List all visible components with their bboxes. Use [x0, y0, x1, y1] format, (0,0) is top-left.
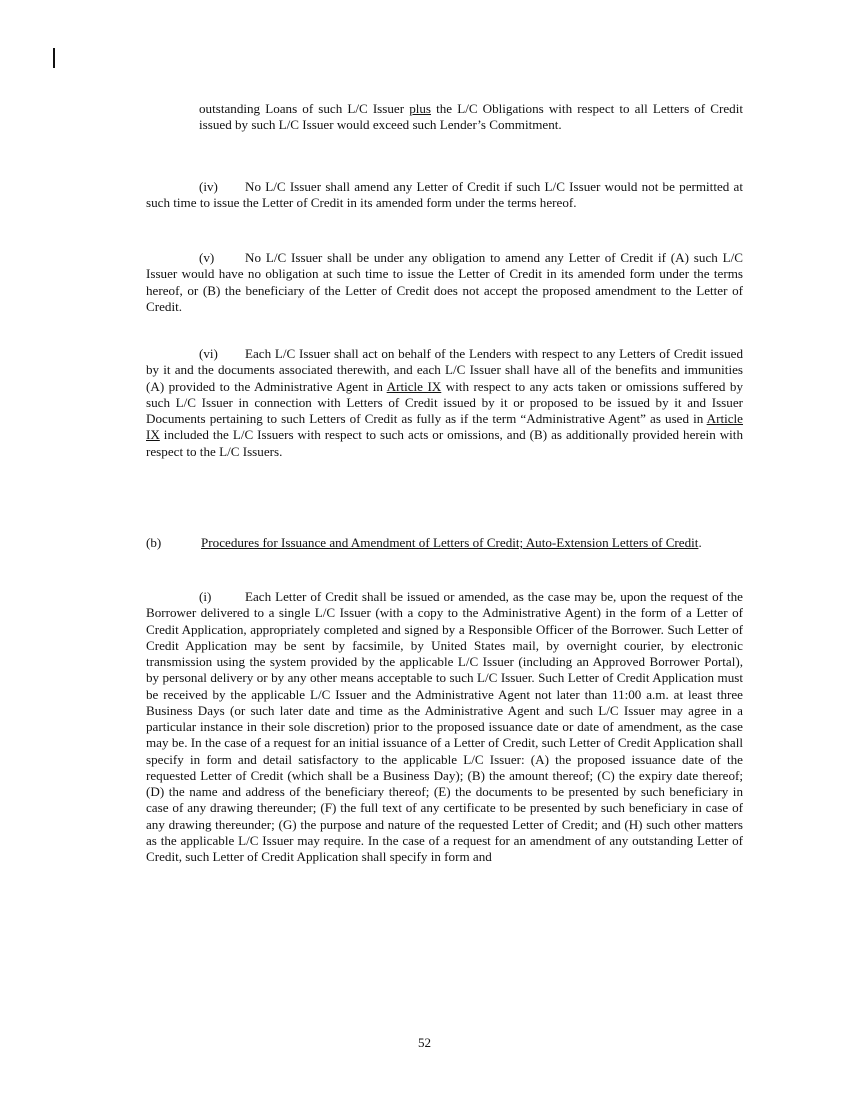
- continuation-text-1: outstanding Loans of such L/C Issuer: [199, 101, 410, 116]
- paragraph-continuation: [199, 101, 743, 134]
- paragraph-vi-text-2: with respect to any acts taken or omissions suffered by such L/C Issuer in connection with Letters of Credit issued by it or proposed to be issued by it and Issuer Documents pertaining to such Letters of Credit as fully as if the term “Administrative Agent” as used in: [146, 378, 743, 426]
- revision-change-bar: [53, 48, 55, 68]
- section-b-number: (b): [146, 535, 162, 550]
- section-b-period: .: [698, 535, 702, 550]
- plus-term: plus: [409, 101, 432, 116]
- continuation-text-2: the L/C Obligations with respect to all Letters of Credit issued by such L/C Issuer would exceed such Lender’s Commitment.: [199, 101, 743, 133]
- page-number: 52: [417, 1035, 432, 1050]
- paragraph-iv-text: No L/C Issuer shall amend any Letter of Credit if such L/C Issuer would not be permitted at such time to issue the Letter of Credit in its amended form under the terms hereof.: [146, 179, 743, 211]
- paragraph-vi-text-3: included the L/C Issuers with respect to such acts or omissions, and (B) as additionally provided herein with respect to the L/C Issuers.: [146, 427, 743, 459]
- paragraph-v-text: No L/C Issuer shall be under any obligation to amend any Letter of Credit if (A) such L/C Issuer would have no obligation at such time to issue the Letter of Credit in its amended form under the terms hereof, or (B) the beneficiary of the Letter of Credit does not accept the proposed amendment to the Letter of Credit.: [146, 250, 743, 314]
- paragraph-vi-text-1: Each L/C Issuer shall act on behalf of the Lenders with respect to any Letters of Credit issued by it and the documents associated therewith, and each L/C Issuer shall have all of the benefits and immunities (A) provided to the Administrative Agent in: [146, 346, 743, 394]
- paragraph-vi: [146, 346, 743, 460]
- article-ix-reference-2: Article IX: [146, 411, 743, 443]
- paragraph-v-number: (v): [199, 250, 215, 265]
- section-b-heading: [100, 535, 743, 551]
- section-b-title: Procedures for Issuance and Amendment of Letters of Credit; Auto-Extension Letters of Credit: [201, 535, 699, 550]
- paragraph-i-text: Each Letter of Credit shall be issued or amended, as the case may be, upon the request of the Borrower delivered to a single L/C Issuer (with a copy to the Administrative Agent) in the form of a Letter of Credit Application, appropriately completed and signed by a Responsible Officer of the Borrower. Such Letter of Credit Application may be sent by facsimile, by United States mail, by overnight courier, by electronic transmission using the system provided by the applicable L/C Issuer (including an Approved Borrower Portal), by personal delivery or by any other means acceptable to such L/C Issuer. Such Letter of Credit Application must be received by the applicable L/C Issuer and the Administrative Agent not later than 11:00 a.m. at least three Business Days (or such later date and time as the Administrative Agent and such L/C Issuer may agree in a particular instance in their sole discretion) prior to the proposed issuance date or date of amendment, as the case may be. In the case of a request for an initial issuance of a Letter of Credit, such Letter of Credit Application shall specify in form and detail satisfactory to the applicable L/C Issuer: (A) the proposed issuance date of the requested Letter of Credit (which shall be a Business Day); (B) the amount thereof; (C) the expiry date thereof; (D) the name and address of the beneficiary thereof; (E) the documents to be presented by such beneficiary in case of any drawing thereunder; (F) the full text of any certificate to be presented by such beneficiary in case of any drawing thereunder; (G) the purpose and nature of the requested Letter of Credit; and (H) such other matters as the applicable L/C Issuer may require. In the case of a request for an amendment of any outstanding Letter of Credit, such Letter of Credit Application shall specify in form and: [146, 589, 743, 864]
- article-ix-reference-1: Article IX: [386, 378, 442, 394]
- paragraph-vi-number: (vi): [199, 346, 218, 361]
- paragraph-iv: [146, 179, 743, 212]
- paragraph-i: [146, 589, 743, 865]
- paragraph-v: [146, 250, 743, 315]
- paragraph-i-number: (i): [199, 589, 212, 604]
- paragraph-iv-number: (iv): [199, 179, 218, 194]
